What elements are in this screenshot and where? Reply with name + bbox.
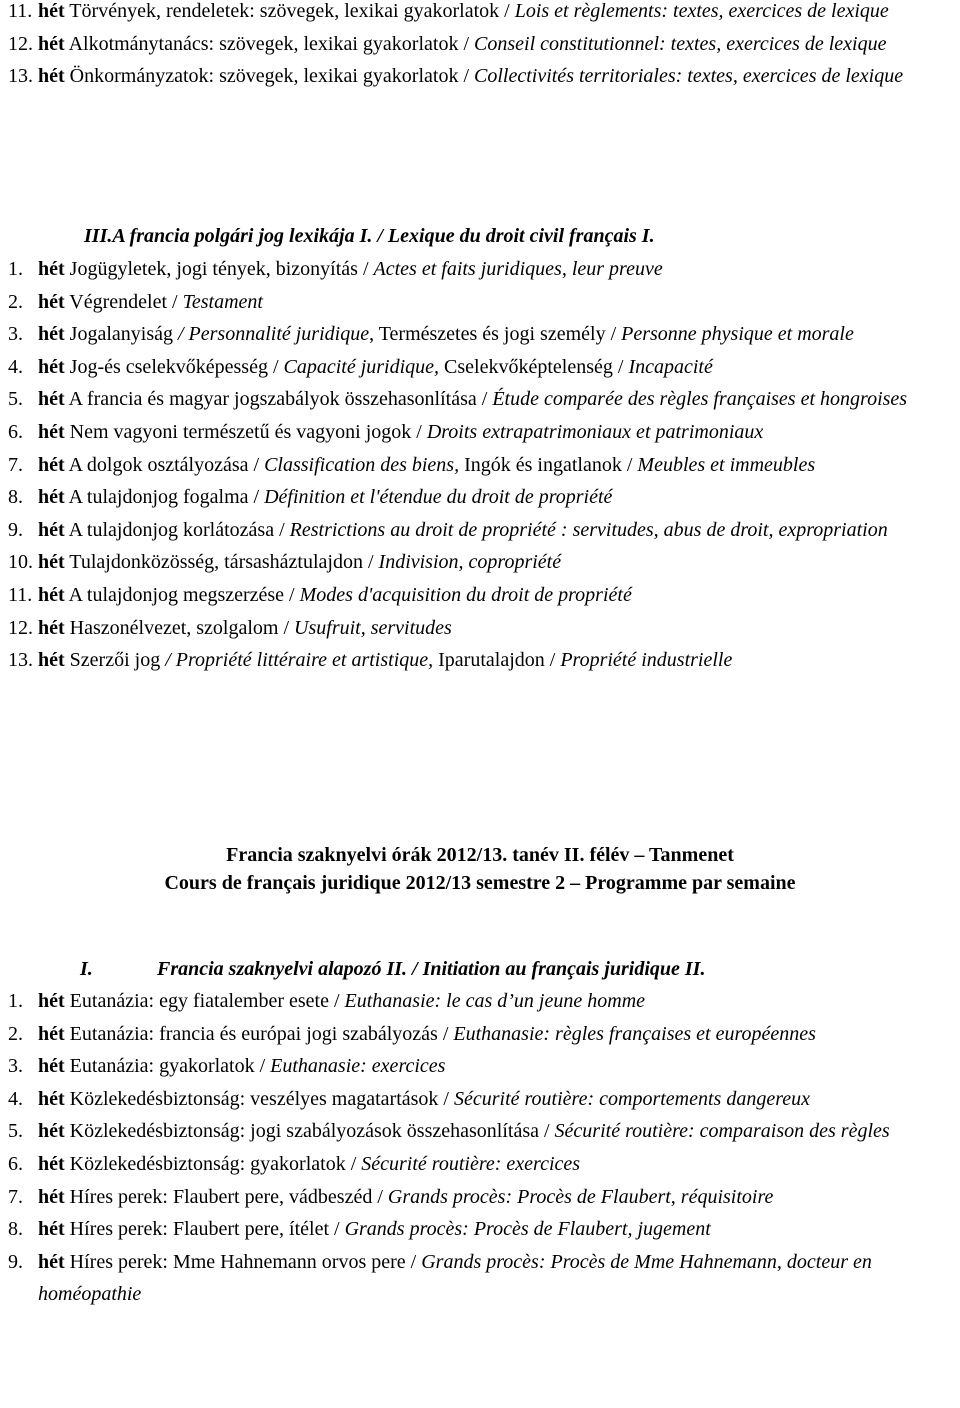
week-entry bbox=[38, 416, 960, 449]
top-item-row bbox=[8, 28, 960, 61]
week-number: 12. bbox=[8, 616, 33, 639]
hungarian-title: Jog-és cselekvőképesség / bbox=[64, 355, 284, 378]
hungarian-title: Alkotmánytanács: szövegek, lexikai gyakorlatok / bbox=[64, 32, 475, 55]
week-label: hét bbox=[38, 1185, 65, 1208]
week-entry bbox=[38, 514, 960, 547]
week-label: hét bbox=[38, 486, 65, 509]
week-label: hét bbox=[38, 453, 65, 476]
week-label: hét bbox=[38, 1087, 65, 1110]
week-entry bbox=[38, 60, 960, 93]
week-label: hét bbox=[38, 32, 65, 55]
french-title: Sécurité routière: comparaison des règles bbox=[554, 1120, 890, 1143]
french-title: Conseil constitutionnel: textes, exercices de lexique bbox=[474, 32, 887, 55]
hungarian-title: Ingók és ingatlanok / bbox=[459, 453, 638, 476]
week-entry bbox=[38, 351, 960, 384]
week-entry bbox=[38, 1115, 960, 1148]
week-number: 10. bbox=[8, 551, 33, 574]
french-title: Étude comparée des règles françaises et hongroises bbox=[492, 388, 908, 411]
hungarian-title: A dolgok osztályozása / bbox=[64, 453, 265, 476]
french-title: Grands procès: Procès de Mme Hahnemann, docteur en homéopathie bbox=[38, 1250, 872, 1306]
week-number: 4. bbox=[8, 355, 23, 378]
week-entry bbox=[38, 644, 960, 677]
french-title: Classification des biens, bbox=[264, 453, 460, 476]
section-1-row bbox=[8, 985, 960, 1018]
hungarian-title: A tulajdonjog korlátozása / bbox=[64, 518, 290, 541]
week-number: 1. bbox=[8, 258, 23, 280]
french-title: Incapacité bbox=[628, 355, 713, 378]
week-entry bbox=[38, 1050, 960, 1083]
week-number: 4. bbox=[8, 1087, 23, 1110]
section-3-row bbox=[8, 416, 960, 449]
week-entry bbox=[38, 28, 960, 61]
section-3-row bbox=[8, 644, 960, 677]
week-number: 3. bbox=[8, 323, 23, 346]
top-item-list bbox=[8, 0, 960, 93]
hungarian-title: A francia és magyar jogszabályok összehasonlítása / bbox=[64, 388, 493, 411]
section-1-row bbox=[8, 1083, 960, 1116]
hungarian-title: Törvények, rendeletek: szövegek, lexikai gyakorlatok / bbox=[64, 0, 515, 22]
french-title: Collectivités territoriales: textes, exercices de lexique bbox=[474, 65, 904, 88]
week-label: hét bbox=[38, 583, 65, 606]
french-title: Capacité juridique, bbox=[283, 355, 440, 378]
french-title: Propriété industrielle bbox=[560, 649, 733, 672]
week-number: 8. bbox=[8, 486, 23, 509]
section-3-row bbox=[8, 612, 960, 645]
hungarian-title: A tulajdonjog megszerzése / bbox=[64, 583, 300, 606]
week-label: hét bbox=[38, 1120, 65, 1143]
section-1-row bbox=[8, 1018, 960, 1051]
week-entry bbox=[38, 286, 960, 319]
week-entry bbox=[38, 253, 960, 286]
week-number: 11. bbox=[8, 583, 33, 606]
hungarian-title: , Természetes és jogi személy / bbox=[369, 323, 622, 346]
week-label: hét bbox=[38, 518, 65, 541]
section-3-row bbox=[8, 546, 960, 579]
section-1-row bbox=[8, 1181, 960, 1214]
section-3-row bbox=[8, 449, 960, 482]
hungarian-title: Híres perek: Flaubert pere, vádbeszéd / bbox=[64, 1185, 388, 1208]
week-entry bbox=[38, 449, 960, 482]
hungarian-title: Tulajdonközösség, társasháztulajdon / bbox=[64, 551, 379, 574]
week-label: hét bbox=[38, 258, 65, 280]
section-3-row bbox=[8, 481, 960, 514]
week-number: 5. bbox=[8, 1120, 23, 1143]
week-entry bbox=[38, 1213, 960, 1246]
french-title: Restrictions au droit de propriété : servitudes, abus de droit, expropriation bbox=[289, 518, 888, 541]
top-item-row bbox=[8, 60, 960, 93]
french-title: Actes et faits juridiques, leur preuve bbox=[373, 258, 663, 280]
week-entry bbox=[38, 546, 960, 579]
section-1-row bbox=[8, 1148, 960, 1181]
week-number: 7. bbox=[8, 453, 23, 476]
hungarian-title: Eutanázia: egy fiatalember esete / bbox=[64, 990, 345, 1012]
week-entry bbox=[38, 612, 960, 645]
top-item-row bbox=[8, 0, 960, 28]
french-title: Sécurité routière: comportements dangereux bbox=[453, 1087, 810, 1110]
hungarian-title: Közlekedésbiztonság: veszélyes magatartások / bbox=[64, 1087, 454, 1110]
week-number: 5. bbox=[8, 388, 23, 411]
french-title: Personne physique et morale bbox=[621, 323, 854, 346]
week-entry bbox=[38, 383, 960, 416]
french-title: Grands procès: Procès de Flaubert, réquisitoire bbox=[387, 1185, 774, 1208]
section-3-row bbox=[8, 351, 960, 384]
section-1-title: I. Francia szaknyelvi alapozó II. / Initiation au français juridique II. bbox=[80, 958, 706, 980]
week-number: 6. bbox=[8, 420, 23, 443]
week-number: 11. bbox=[8, 0, 33, 22]
week-label: hét bbox=[38, 1250, 65, 1273]
week-number: 13. bbox=[8, 649, 33, 672]
french-title: Meubles et immeubles bbox=[637, 453, 816, 476]
hungarian-title: Jogügyletek, jogi tények, bizonyítás / bbox=[64, 258, 374, 280]
program-title-hu: Francia szaknyelvi órák 2012/13. tanév II. félév – Tanmenet bbox=[226, 844, 734, 866]
week-entry bbox=[38, 318, 960, 351]
french-title: / Personnalité juridique bbox=[177, 323, 370, 346]
hungarian-title: Jogalanyiság bbox=[64, 323, 178, 346]
week-label: hét bbox=[38, 1152, 65, 1175]
week-label: hét bbox=[38, 0, 65, 22]
french-title: Droits extrapatrimoniaux et patrimoniaux bbox=[426, 420, 764, 443]
french-title: Euthanasie: le cas d’un jeune homme bbox=[344, 990, 646, 1012]
week-label: hét bbox=[38, 990, 65, 1012]
week-number: 12. bbox=[8, 32, 33, 55]
section-1-row bbox=[8, 1246, 960, 1311]
week-number: 9. bbox=[8, 518, 23, 541]
french-title: Lois et règlements: textes, exercices de lexique bbox=[514, 0, 889, 22]
week-number: 2. bbox=[8, 1022, 23, 1045]
section-3-title: III.A francia polgári jog lexikája I. / Lexique du droit civil français I. bbox=[84, 225, 655, 247]
week-label: hét bbox=[38, 355, 65, 378]
french-title: / Propriété littéraire et artistique, bbox=[165, 649, 434, 672]
hungarian-title: Nem vagyoni természetű és vagyoni jogok / bbox=[64, 420, 427, 443]
week-number: 7. bbox=[8, 1185, 23, 1208]
section-1-list bbox=[8, 985, 960, 1311]
hungarian-title: Közlekedésbiztonság: jogi szabályozások összehasonlítása / bbox=[64, 1120, 555, 1143]
week-label: hét bbox=[38, 616, 65, 639]
week-label: hét bbox=[38, 388, 65, 411]
week-number: 13. bbox=[8, 65, 33, 88]
hungarian-title: Önkormányzatok: szövegek, lexikai gyakorlatok / bbox=[64, 65, 474, 88]
section-3-row bbox=[8, 579, 960, 612]
hungarian-title: Végrendelet / bbox=[64, 290, 183, 313]
french-title: Indivision, copropriété bbox=[378, 551, 562, 574]
hungarian-title: Híres perek: Mme Hahnemann orvos pere / bbox=[64, 1250, 422, 1273]
week-number: 3. bbox=[8, 1055, 23, 1078]
french-title: Euthanasie: exercices bbox=[270, 1055, 446, 1078]
week-label: hét bbox=[38, 551, 65, 574]
week-entry bbox=[38, 985, 960, 1018]
french-title: Sécurité routière: exercices bbox=[361, 1152, 581, 1175]
hungarian-title: A tulajdonjog fogalma / bbox=[64, 486, 265, 509]
week-label: hét bbox=[38, 1218, 65, 1241]
hungarian-title: Közlekedésbiztonság: gyakorlatok / bbox=[64, 1152, 362, 1175]
section-1-row bbox=[8, 1213, 960, 1246]
french-title: Testament bbox=[182, 290, 263, 313]
hungarian-title: Szerzői jog bbox=[64, 649, 166, 672]
french-title: Grands procès: Procès de Flaubert, jugement bbox=[344, 1218, 711, 1241]
hungarian-title: Cselekvőképtelenség / bbox=[439, 355, 629, 378]
hungarian-title: Eutanázia: gyakorlatok / bbox=[64, 1055, 271, 1078]
week-entry bbox=[38, 0, 960, 28]
week-entry bbox=[38, 1181, 960, 1214]
week-entry bbox=[38, 1148, 960, 1181]
hungarian-title: Híres perek: Flaubert pere, ítélet / bbox=[64, 1218, 345, 1241]
hungarian-title: Iparutalajdon / bbox=[433, 649, 561, 672]
week-number: 2. bbox=[8, 290, 23, 313]
section-1-row bbox=[8, 1050, 960, 1083]
week-label: hét bbox=[38, 649, 65, 672]
hungarian-title: Eutanázia: francia és európai jogi szabályozás / bbox=[64, 1022, 454, 1045]
section-3-row bbox=[8, 514, 960, 547]
program-title-fr: Cours de français juridique 2012/13 semestre 2 – Programme par semaine bbox=[164, 872, 796, 894]
hungarian-title: Haszonélvezet, szolgalom / bbox=[64, 616, 295, 639]
week-entry bbox=[38, 481, 960, 514]
section-3-row bbox=[8, 318, 960, 351]
week-entry bbox=[38, 579, 960, 612]
section-3-list bbox=[8, 253, 960, 677]
week-number: 6. bbox=[8, 1152, 23, 1175]
week-label: hét bbox=[38, 1055, 65, 1078]
french-title: Euthanasie: règles françaises et européennes bbox=[453, 1022, 816, 1045]
section-1-row bbox=[8, 1115, 960, 1148]
french-title: Définition et l'étendue du droit de propriété bbox=[264, 486, 613, 509]
week-number: 8. bbox=[8, 1218, 23, 1241]
week-label: hét bbox=[38, 65, 65, 88]
week-number: 9. bbox=[8, 1250, 23, 1273]
section-3-row bbox=[8, 383, 960, 416]
week-entry bbox=[38, 1246, 960, 1311]
week-label: hét bbox=[38, 290, 65, 313]
week-label: hét bbox=[38, 1022, 65, 1045]
week-entry bbox=[38, 1018, 960, 1051]
french-title: Modes d'acquisition du droit de propriété bbox=[299, 583, 632, 606]
week-label: hét bbox=[38, 420, 65, 443]
week-label: hét bbox=[38, 323, 65, 346]
week-entry bbox=[38, 1083, 960, 1116]
week-number: 1. bbox=[8, 990, 23, 1012]
section-3-row bbox=[8, 286, 960, 319]
section-3-row bbox=[8, 253, 960, 286]
french-title: Usufruit, servitudes bbox=[294, 616, 452, 639]
